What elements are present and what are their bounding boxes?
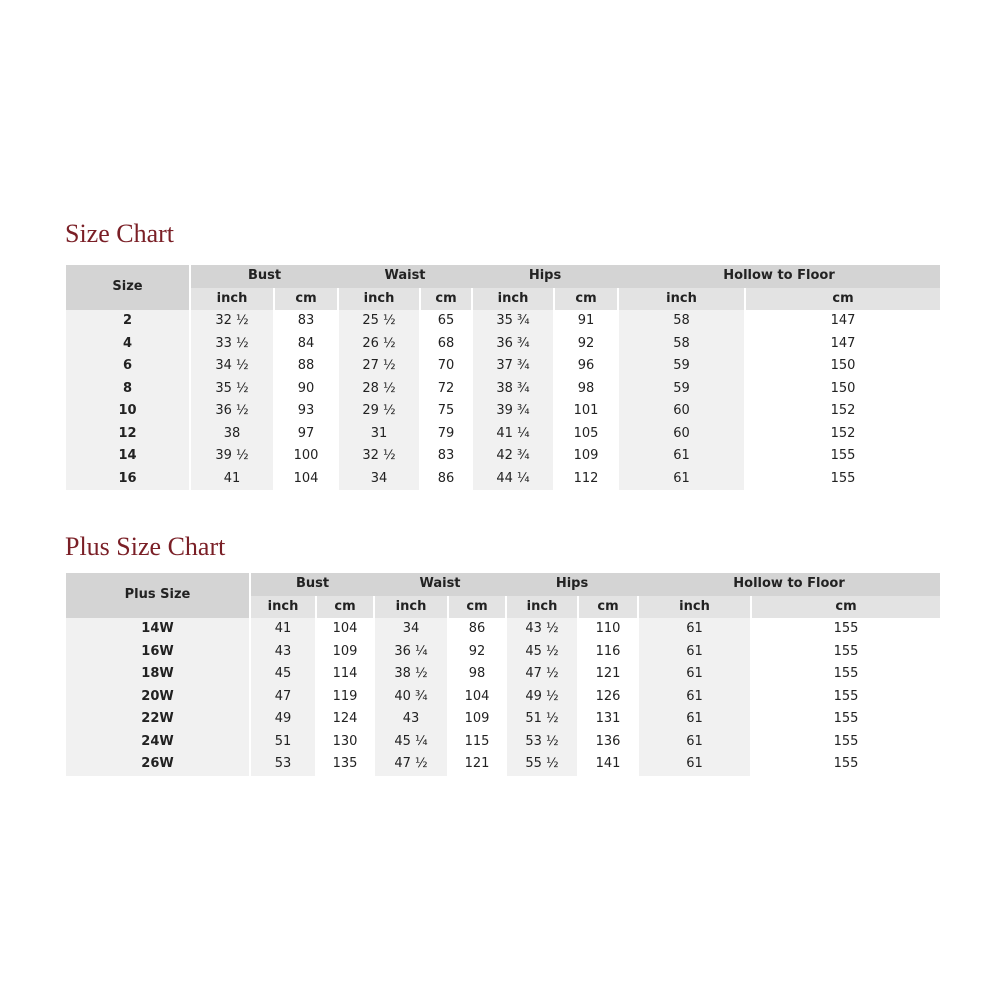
measurement-cell: 155 [751, 731, 940, 754]
measurement-cell: 34 [374, 618, 448, 641]
size-cell: 16 [66, 468, 190, 491]
measurement-cell: 43 ½ [506, 618, 578, 641]
measurement-cell: 155 [745, 445, 940, 468]
bust-cm-header: cm [274, 288, 338, 311]
measurement-cell: 32 ½ [338, 445, 420, 468]
measurement-cell: 121 [448, 753, 506, 776]
measurement-cell: 65 [420, 310, 472, 333]
measurement-cell: 130 [316, 731, 374, 754]
measurement-cell: 34 [338, 468, 420, 491]
measurement-cell: 51 [250, 731, 316, 754]
measurement-cell: 53 ½ [506, 731, 578, 754]
measurement-cell: 36 ¾ [472, 333, 554, 356]
table-row [66, 333, 940, 356]
measurement-cell: 34 ½ [190, 355, 274, 378]
size-cell: 4 [66, 333, 190, 356]
measurement-cell: 150 [745, 355, 940, 378]
measurement-cell: 126 [578, 686, 638, 709]
size-chart-table [66, 265, 940, 490]
size-cell: 18W [66, 663, 250, 686]
bust-group-header: Bust [190, 265, 338, 288]
table-row [66, 753, 940, 776]
measurement-cell: 147 [745, 310, 940, 333]
measurement-cell: 28 ½ [338, 378, 420, 401]
measurement-cell: 98 [448, 663, 506, 686]
size-cell: 16W [66, 641, 250, 664]
measurement-cell: 147 [745, 333, 940, 356]
measurement-cell: 41 [250, 618, 316, 641]
measurement-cell: 97 [274, 423, 338, 446]
measurement-cell: 152 [745, 400, 940, 423]
size-cell: 22W [66, 708, 250, 731]
bust-inch-header: inch [190, 288, 274, 311]
measurement-cell: 121 [578, 663, 638, 686]
plus-waist-inch-header: inch [374, 596, 448, 619]
size-cell: 6 [66, 355, 190, 378]
table-row [66, 400, 940, 423]
measurement-cell: 91 [554, 310, 618, 333]
plus-size-column-header: Plus Size [66, 573, 250, 618]
measurement-cell: 98 [554, 378, 618, 401]
measurement-cell: 93 [274, 400, 338, 423]
measurement-cell: 47 ½ [506, 663, 578, 686]
measurement-cell: 90 [274, 378, 338, 401]
measurement-cell: 38 ¾ [472, 378, 554, 401]
size-cell: 24W [66, 731, 250, 754]
measurement-cell: 45 ¼ [374, 731, 448, 754]
measurement-cell: 36 ½ [190, 400, 274, 423]
measurement-cell: 39 ¾ [472, 400, 554, 423]
measurement-cell: 61 [638, 686, 751, 709]
table-row [66, 708, 940, 731]
hollow-to-floor-inch-header: inch [618, 288, 745, 311]
measurement-cell: 43 [374, 708, 448, 731]
size-cell: 10 [66, 400, 190, 423]
plus-hips-inch-header: inch [506, 596, 578, 619]
size-chart-body [66, 310, 940, 490]
plus-waist-cm-header: cm [448, 596, 506, 619]
table-row [66, 731, 940, 754]
hollow-to-floor-group-header: Hollow to Floor [618, 265, 940, 288]
measurement-cell: 124 [316, 708, 374, 731]
measurement-cell: 33 ½ [190, 333, 274, 356]
size-cell: 26W [66, 753, 250, 776]
measurement-cell: 83 [274, 310, 338, 333]
measurement-cell: 72 [420, 378, 472, 401]
waist-cm-header: cm [420, 288, 472, 311]
measurement-cell: 35 ½ [190, 378, 274, 401]
measurement-cell: 61 [638, 731, 751, 754]
measurement-cell: 84 [274, 333, 338, 356]
measurement-cell: 104 [448, 686, 506, 709]
measurement-cell: 79 [420, 423, 472, 446]
measurement-cell: 104 [274, 468, 338, 491]
plus-bust-cm-header: cm [316, 596, 374, 619]
measurement-cell: 53 [250, 753, 316, 776]
measurement-cell: 41 ¼ [472, 423, 554, 446]
measurement-cell: 109 [448, 708, 506, 731]
measurement-cell: 155 [745, 468, 940, 491]
hips-cm-header: cm [554, 288, 618, 311]
measurement-cell: 61 [618, 468, 745, 491]
table-row [66, 618, 940, 641]
plus-size-chart-table [66, 573, 940, 776]
measurement-cell: 68 [420, 333, 472, 356]
measurement-cell: 61 [638, 753, 751, 776]
table-row [66, 423, 940, 446]
plus-bust-group-header: Bust [250, 573, 374, 596]
table-row [66, 310, 940, 333]
measurement-cell: 100 [274, 445, 338, 468]
measurement-cell: 155 [751, 618, 940, 641]
plus-hollow-to-floor-group-header: Hollow to Floor [638, 573, 940, 596]
size-cell: 8 [66, 378, 190, 401]
measurement-cell: 45 ½ [506, 641, 578, 664]
measurement-cell: 75 [420, 400, 472, 423]
plus-hollow-to-floor-inch-header: inch [638, 596, 751, 619]
measurement-cell: 61 [638, 708, 751, 731]
table-row [66, 686, 940, 709]
measurement-cell: 47 [250, 686, 316, 709]
measurement-cell: 105 [554, 423, 618, 446]
table-row [66, 641, 940, 664]
measurement-cell: 88 [274, 355, 338, 378]
measurement-cell: 61 [638, 663, 751, 686]
measurement-cell: 116 [578, 641, 638, 664]
measurement-cell: 49 [250, 708, 316, 731]
measurement-cell: 119 [316, 686, 374, 709]
measurement-cell: 32 ½ [190, 310, 274, 333]
plus-hips-group-header: Hips [506, 573, 638, 596]
measurement-cell: 61 [638, 618, 751, 641]
measurement-cell: 29 ½ [338, 400, 420, 423]
measurement-cell: 59 [618, 378, 745, 401]
measurement-cell: 155 [751, 663, 940, 686]
measurement-cell: 83 [420, 445, 472, 468]
plus-size-chart-body [66, 618, 940, 776]
measurement-cell: 40 ¾ [374, 686, 448, 709]
plus-size-chart-title: Plus Size Chart [65, 532, 226, 561]
measurement-cell: 109 [554, 445, 618, 468]
measurement-cell: 96 [554, 355, 618, 378]
measurement-cell: 109 [316, 641, 374, 664]
measurement-cell: 152 [745, 423, 940, 446]
measurement-cell: 39 ½ [190, 445, 274, 468]
measurement-cell: 150 [745, 378, 940, 401]
measurement-cell: 31 [338, 423, 420, 446]
measurement-cell: 37 ¾ [472, 355, 554, 378]
measurement-cell: 38 [190, 423, 274, 446]
measurement-cell: 92 [448, 641, 506, 664]
plus-waist-group-header: Waist [374, 573, 506, 596]
measurement-cell: 27 ½ [338, 355, 420, 378]
size-cell: 2 [66, 310, 190, 333]
size-cell: 14W [66, 618, 250, 641]
table-row [66, 445, 940, 468]
measurement-cell: 155 [751, 708, 940, 731]
measurement-cell: 155 [751, 753, 940, 776]
measurement-cell: 70 [420, 355, 472, 378]
measurement-cell: 45 [250, 663, 316, 686]
measurement-cell: 135 [316, 753, 374, 776]
measurement-cell: 61 [618, 445, 745, 468]
measurement-cell: 60 [618, 423, 745, 446]
measurement-cell: 112 [554, 468, 618, 491]
measurement-cell: 51 ½ [506, 708, 578, 731]
plus-bust-inch-header: inch [250, 596, 316, 619]
hips-inch-header: inch [472, 288, 554, 311]
measurement-cell: 36 ¼ [374, 641, 448, 664]
measurement-cell: 41 [190, 468, 274, 491]
table-row [66, 663, 940, 686]
measurement-cell: 110 [578, 618, 638, 641]
measurement-cell: 131 [578, 708, 638, 731]
size-cell: 20W [66, 686, 250, 709]
measurement-cell: 58 [618, 333, 745, 356]
measurement-cell: 136 [578, 731, 638, 754]
plus-hollow-to-floor-cm-header: cm [751, 596, 940, 619]
measurement-cell: 35 ¾ [472, 310, 554, 333]
plus-hips-cm-header: cm [578, 596, 638, 619]
measurement-cell: 44 ¼ [472, 468, 554, 491]
measurement-cell: 58 [618, 310, 745, 333]
measurement-cell: 155 [751, 686, 940, 709]
size-column-header: Size [66, 265, 190, 310]
measurement-cell: 115 [448, 731, 506, 754]
measurement-cell: 155 [751, 641, 940, 664]
table-row [66, 468, 940, 491]
measurement-cell: 86 [420, 468, 472, 491]
measurement-cell: 60 [618, 400, 745, 423]
size-chart-title: Size Chart [65, 219, 175, 248]
table-row [66, 378, 940, 401]
measurement-cell: 92 [554, 333, 618, 356]
measurement-cell: 47 ½ [374, 753, 448, 776]
hips-group-header: Hips [472, 265, 618, 288]
measurement-cell: 114 [316, 663, 374, 686]
table-row [66, 355, 940, 378]
hollow-to-floor-cm-header: cm [745, 288, 940, 311]
measurement-cell: 49 ½ [506, 686, 578, 709]
measurement-cell: 61 [638, 641, 751, 664]
waist-group-header: Waist [338, 265, 472, 288]
measurement-cell: 26 ½ [338, 333, 420, 356]
waist-inch-header: inch [338, 288, 420, 311]
measurement-cell: 104 [316, 618, 374, 641]
measurement-cell: 25 ½ [338, 310, 420, 333]
measurement-cell: 42 ¾ [472, 445, 554, 468]
measurement-cell: 101 [554, 400, 618, 423]
measurement-cell: 55 ½ [506, 753, 578, 776]
measurement-cell: 43 [250, 641, 316, 664]
measurement-cell: 86 [448, 618, 506, 641]
size-cell: 14 [66, 445, 190, 468]
size-cell: 12 [66, 423, 190, 446]
measurement-cell: 38 ½ [374, 663, 448, 686]
measurement-cell: 141 [578, 753, 638, 776]
measurement-cell: 59 [618, 355, 745, 378]
